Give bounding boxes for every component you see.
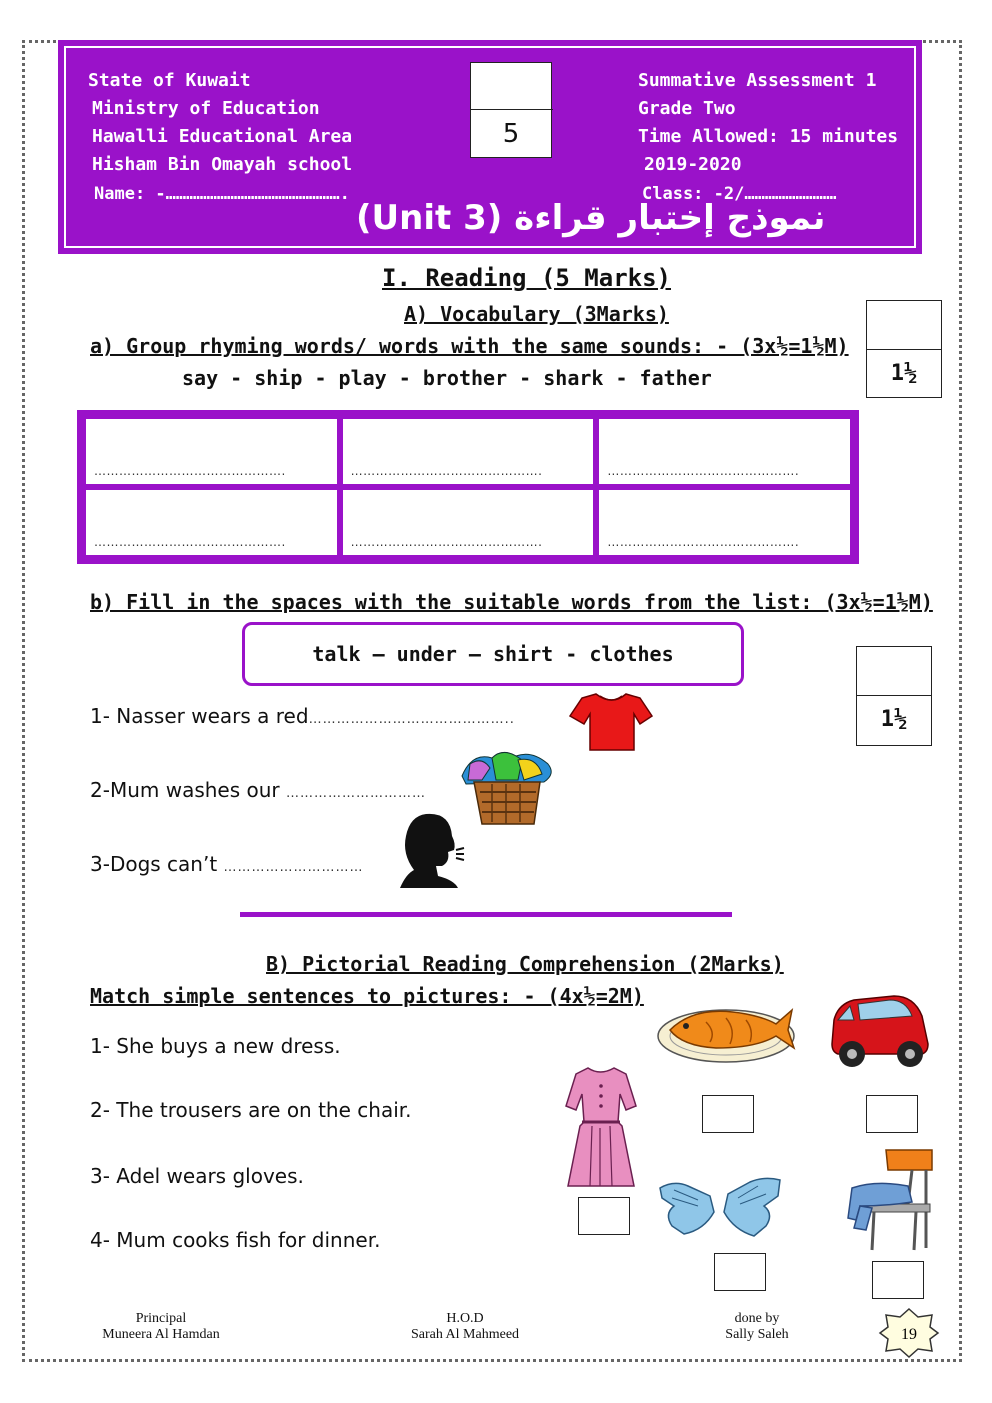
- section-title: [382, 264, 671, 292]
- laundry-basket-icon: [452, 746, 560, 828]
- rhyme-cell[interactable]: ……………………………………….: [342, 489, 595, 556]
- hod-signature: H.O.D Sarah Al Mahmeed: [410, 1311, 520, 1342]
- class-field[interactable]: Class: -2/………………………: [642, 184, 837, 204]
- word-bank: talk – under – shirt - clothes: [242, 622, 744, 686]
- chair-trousers-icon: [846, 1146, 938, 1254]
- match-sentence-2: 2- The trousers are on the chair.: [90, 1098, 412, 1122]
- header-banner: [58, 40, 922, 254]
- answer-blank-2[interactable]: …………………………: [286, 786, 426, 801]
- rhyme-cell[interactable]: ……………………………………….: [598, 489, 851, 556]
- answer-box-fish[interactable]: [702, 1095, 754, 1133]
- match-sentence-4: 4- Mum cooks fish for dinner.: [90, 1228, 381, 1252]
- sentence-2: 2-Mum washes our …………………………: [90, 778, 426, 802]
- rhyme-cell[interactable]: ……………………………………….: [85, 418, 338, 485]
- sentence-1: 1- Nasser wears a red……………………………………..: [90, 704, 515, 728]
- mark-a: 1½: [890, 361, 918, 386]
- rhyme-word-list: say - ship - play - brother - shark - father: [182, 366, 712, 390]
- school-label: Hisham Bin Omayah school: [92, 154, 353, 175]
- mark-box-b: [856, 646, 932, 746]
- ministry-label: Ministry of Education: [92, 98, 320, 119]
- part-b-instruction: b) Fill in the spaces with the suitable words from the list: (3x½=1½M): [90, 590, 933, 614]
- answer-box-car[interactable]: [866, 1095, 918, 1133]
- answer-blank-3[interactable]: …………………………: [223, 860, 364, 875]
- total-score: 5: [502, 119, 520, 149]
- assessment-label: Summative Assessment 1: [638, 70, 877, 91]
- grade-label: Grade Two: [638, 98, 736, 119]
- part-c-instruction: Match simple sentences to pictures: - (4x½=2M): [90, 984, 644, 1008]
- principal-signature: Principal Muneera Al Hamdan: [102, 1311, 220, 1342]
- speaking-head-icon: [396, 810, 466, 890]
- rhyme-grid: [77, 410, 859, 564]
- mark-b: 1½: [880, 707, 908, 732]
- part-a-instruction: a) Group rhyming words/ words with the same sounds: - (3x½=1½M): [90, 334, 849, 358]
- answer-blank-1[interactable]: ……………………………………..: [308, 712, 515, 727]
- sentence-3: 3-Dogs can’t …………………………: [90, 852, 364, 876]
- area-label: Hawalli Educational Area: [92, 126, 353, 147]
- gloves-icon: [654, 1160, 786, 1244]
- total-score-box: [470, 62, 552, 158]
- match-sentence-3: 3- Adel wears gloves.: [90, 1164, 304, 1188]
- author-signature: done by Sally Saleh: [725, 1311, 789, 1342]
- mark-box-a: [866, 300, 942, 398]
- match-sentence-1: 1- She buys a new dress.: [90, 1034, 341, 1058]
- rhyme-cell[interactable]: ……………………………………….: [85, 489, 338, 556]
- answer-box-chair[interactable]: [872, 1261, 924, 1299]
- state-label: State of Kuwait: [88, 70, 251, 91]
- section-title-text: . Reading (5 Marks): [396, 264, 671, 292]
- fish-plate-icon: [656, 1000, 798, 1066]
- time-label: Time Allowed: 15 minutes: [638, 126, 899, 147]
- shirt-icon: [568, 690, 654, 754]
- answer-box-gloves[interactable]: [714, 1253, 766, 1291]
- rhyme-cell[interactable]: ……………………………………….: [598, 418, 851, 485]
- unit-title: (Unit 3) نموذج إختبار قراءة: [356, 198, 826, 238]
- pictorial-title: B) Pictorial Reading Comprehension (2Marks): [266, 952, 784, 976]
- red-car-icon: [828, 990, 932, 1072]
- vocab-title: A) Vocabulary (3Marks): [404, 302, 669, 326]
- name-field[interactable]: Name: -…………………………………………….: [94, 184, 350, 204]
- answer-box-dress[interactable]: [578, 1197, 630, 1235]
- section-divider: [240, 912, 732, 917]
- page-number-badge: [878, 1307, 940, 1359]
- year-label: 2019-2020: [644, 154, 742, 175]
- section-number: I: [382, 264, 397, 292]
- page-number: 19: [901, 1326, 917, 1343]
- rhyme-cell[interactable]: ……………………………………….: [342, 418, 595, 485]
- pink-dress-icon: [562, 1066, 640, 1190]
